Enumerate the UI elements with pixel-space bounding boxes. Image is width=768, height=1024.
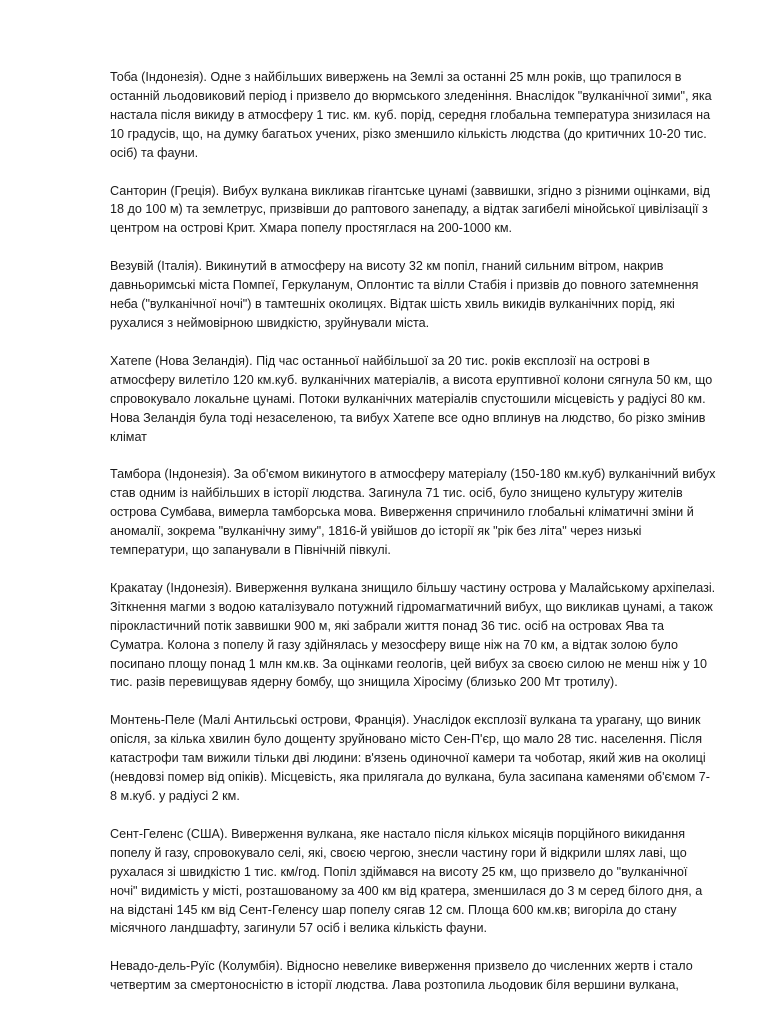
paragraph-santorini: Санторин (Греція). Вибух вулкана викликав гігантське цунамі (заввишки, згідно з різними оцінками, від 18 до 100 м) та землетрус, призвівши до раптового занепаду, а відтак загибелі мінойської цивілізації з центром на острові Крит. Хмара попелу простяглася на 200-1000 км.: [110, 183, 710, 236]
paragraph-nevado-del-ruiz: Невадо-дель-Руїс (Колумбія). Відносно невелике виверження призвело до численних жертв і стало четвертим за смертоносністю в історії людства. Лава розтопила льодовик біля вершини вулкана,: [110, 959, 693, 993]
paragraph-saint-helens: Сент-Геленс (США). Виверження вулкана, яке настало після кількох місяців порційного викидання попелу й газу, спровокувало селі, які, своєю чергою, знесли частину гори й відкрили шлях лаві, що рухалася зі швидкістю 1 тис. км/год. Попіл здіймався на висоту 25 км, що призвело до "вулканічної ночі" видимість у місті, розташованому за 400 км від кратера, зменшилася до 3 м серед білого дня, а на відстані 145 км від Сент-Геленсу шар попелу сягав 12 см. Площа 600 км.кв; вигоріла до стану місячного ландшафту, загинули 57 осіб і велика кількість фауни.: [110, 826, 703, 936]
paragraph-tambora: Тамбора (Індонезія). За об'ємом викинутого в атмосферу матеріалу (150-180 км.куб) вулканічний вибух став одним із найбільших в історії людства. Загинула 71 тис. осіб, було знищено культуру жителів острова Сумбава, вимерла тамборська мова. Виверження спричинило глобальні кліматичні зміни й аномалії, зокрема "вулканічну зиму", 1816-й увійшов до історії як "рік без літа" через низькі температури, що запанували в Північній півкулі.: [110, 467, 716, 558]
paragraph-hatepe: Хатепе (Нова Зеландія). Під час останньої найбільшої за 20 тис. років експлозії на острові в атмосферу вилетіло 120 км.куб. вулканічних матеріалів, а висота еруптивної колони сягнула 50 км, що спровокувало локальне цунамі. Потоки вулканічних матеріалів спустошили місцевість у радіусі 80 км. Нова Зеландія була тоді незаселеною, та вибух Хатепе все одно вплинув на людство, бо різко змінив клімат: [110, 353, 713, 444]
paragraph-vesuvius: Везувій (Італія). Викинутий в атмосферу на висоту 32 км попіл, гнаний сильним вітром, накрив давньоримські міста Помпеї, Геркуланум, Оплонтис та вілли Стабія і призвів до повного затемнення неба ("вулканічної ночі") в тамтешніх околицях. Відтак шість хвиль викидів вулканічних порід, які рухалися з неймовірною швидкістю, зруйнували міста.: [110, 259, 699, 330]
paragraph-toba: Тоба (Індонезія). Одне з найбільших вивержень на Землі за останні 25 млн років, що трапилося в останній льодовиковий період і призвело до вюрмського зледеніння. Внаслідок "вулканічної зими", яка настала після викиду в атмосферу 1 тис. км. куб. порід, середня глобальна температура знизилася на 10 градусів, що, на думку багатьох учених, різко зменшило кількість людства (до критичних 10-20 тис. осіб) та фауни.: [110, 70, 712, 160]
paragraph-montagne-pelee: Монтень-Пеле (Малі Антильські острови, Франція). Унаслідок експлозії вулкана та урагану, що виник опісля, за кілька хвилин було дощенту зруйновано місто Сен-П'єр, що мало 28 тис. населення. Після катастрофи там вижили тільки дві людини: в'язень одиночної камери та чоботар, який жив на околиці (невдовзі помер від опіків). Місцевість, яка прилягала до вулкана, була засипана каменями об'ємом 7-8 м.куб. у радіусі 2 км.: [110, 713, 710, 803]
paragraph-krakatoa: Кракатау (Індонезія). Виверження вулкана знищило більшу частину острова у Малайському архіпелазі. Зіткнення магми з водою каталізувало потужний гідромагматичний вибух, що викликав цунамі, а також пірокластичний потік заввишки 900 м, які забрали життя понад 36 тис. осіб на островах Ява та Суматра. Колона з попелу й газу здійнялась у мезосферу вище ніж на 70 км, а відтак золою було посипано площу понад 1 млн км.кв. За оцінками геологів, цей вибух за своєю силою не менш ніж у 10 тис. разів перевищував ядерну бомбу, що знищила Хіросіму (близько 200 Мт тротилу).: [110, 580, 716, 690]
document-body: [110, 68, 716, 1014]
